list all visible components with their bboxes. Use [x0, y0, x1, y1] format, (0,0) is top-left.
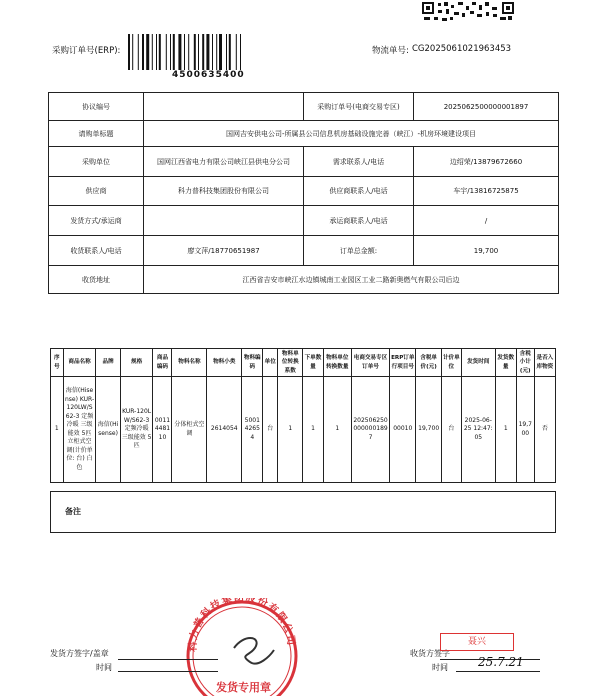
logistics-label: 物流单号:	[372, 46, 409, 56]
agreement-no-label: 协议编号	[49, 93, 144, 121]
column-header: 物料单位转换数量	[323, 349, 352, 377]
table-cell: 2025-06-25 12:47:05	[461, 377, 495, 483]
table-cell: 1	[303, 377, 323, 483]
receiver-sign-label: 收货方签字	[410, 649, 450, 658]
address-label: 收货地址	[49, 266, 144, 294]
buyer-label: 采购单位	[49, 147, 144, 177]
demand-contact-value: 边绍荣/13879672660	[414, 147, 559, 177]
column-header: 发货数量	[495, 349, 516, 377]
svg-text:科力普科技集团股份有限公司: 科力普科技集团股份有限公司	[187, 598, 297, 652]
demand-contact-label: 需求联系人/电话	[304, 147, 414, 177]
agreement-no-value	[144, 93, 304, 121]
column-header: 商品编码	[153, 349, 172, 377]
shipping-value	[144, 206, 304, 236]
column-header: 下单数量	[303, 349, 323, 377]
table-cell: 00114481 10	[153, 377, 172, 483]
supplier-label: 供应商	[49, 177, 144, 206]
logistics-number: CG2025061021963453	[412, 44, 512, 54]
column-header: 含税小计(元)	[516, 349, 534, 377]
po-number-label: 采购订单号(ERP):	[52, 46, 121, 56]
table-cell: 1	[495, 377, 516, 483]
table-cell: 1	[278, 377, 303, 483]
receiver-label: 收货联系人/电话	[49, 236, 144, 266]
shipper-sign-label: 发货方签字/盖章	[50, 649, 109, 658]
table-cell: 海信(Hisense)	[96, 377, 120, 483]
buyer-value: 国网江西省电力有限公司峡江县供电分公司	[144, 147, 304, 177]
shipper-time-line	[118, 671, 218, 672]
table-cell: 00010	[390, 377, 416, 483]
table-cell: 否	[534, 377, 555, 483]
barcode-icon	[128, 34, 278, 70]
seal-bottom-text: 发货专用章	[216, 681, 271, 694]
barcode-number: 4500635400	[172, 70, 245, 80]
table-row	[51, 377, 556, 483]
table-cell: 台	[441, 377, 461, 483]
column-header: 含税单价(元)	[416, 349, 441, 377]
table-cell: 500142654	[242, 377, 263, 483]
table-cell: 19,700	[416, 377, 441, 483]
column-header: 商品名称	[63, 349, 96, 377]
column-header: 单位	[263, 349, 278, 377]
receiver-value: 廖文萍/18770651987	[144, 236, 304, 266]
column-header: 物料名称	[172, 349, 207, 377]
order-items-table	[50, 348, 556, 483]
receiver-date: 25.7.21	[478, 655, 524, 669]
total-label: 订单总金额:	[304, 236, 414, 266]
table-cell: 1	[51, 377, 64, 483]
column-header: 序号	[51, 349, 64, 377]
carrier-contact-value: /	[414, 206, 559, 236]
qr-code-icon	[420, 0, 518, 22]
column-header: ERP订单行项目号	[390, 349, 416, 377]
order-no-label: 采购订单号(电商交易专区)	[304, 93, 414, 121]
remarks-box	[50, 491, 556, 533]
request-title-value: 国网吉安供电公司-所属县公司信息机房基础设施完善（峡江）-机房环境建设项目	[144, 121, 559, 147]
column-header: 物料小类	[207, 349, 242, 377]
supplier-value: 科力普科技集团股份有限公司	[144, 177, 304, 206]
shipper-sign-line	[118, 659, 218, 660]
request-title-label: 请购单标题	[49, 121, 144, 147]
remarks-label: 备注	[65, 507, 81, 516]
supplier-contact-value: 车宇/13816725875	[414, 177, 559, 206]
column-header: 发货时间	[461, 349, 495, 377]
table-cell: 2025062500000001897	[352, 377, 390, 483]
column-header: 是否入库物资	[534, 349, 555, 377]
carrier-contact-label: 承运商联系人/电话	[304, 206, 414, 236]
supplier-contact-label: 供应商联系人/电话	[304, 177, 414, 206]
table-cell: 2614054	[207, 377, 242, 483]
column-header: 规格	[120, 349, 153, 377]
table-cell: 分体柜式空调	[172, 377, 207, 483]
column-header: 电商交易专区订单号	[352, 349, 390, 377]
shipper-time-label: 时间	[96, 663, 112, 672]
order-no-value: 2025062500000001897	[414, 93, 559, 121]
table-cell: 海信(Hisense) KUR-120LW/S62-3 定频冷暖 三级能效 5匹 立柜式空调(计价单位: 台) 白色	[63, 377, 96, 483]
receiver-time-line	[456, 671, 540, 672]
receiver-signature-stamp: 聂兴	[440, 633, 514, 651]
address-value: 江西省吉安市峡江水边镇城南工业园区工业二路新奥燃气有限公司后边	[144, 266, 559, 294]
column-header: 物料编码	[242, 349, 263, 377]
order-info-table	[48, 92, 559, 294]
total-value: 19,700	[414, 236, 559, 266]
table-cell: 1	[323, 377, 352, 483]
table-cell: KUR-120LW/S62-3 定频冷暖 三级能效 5匹	[120, 377, 153, 483]
shipping-label: 发货方式/承运商	[49, 206, 144, 236]
column-header: 物料单位转换系数	[278, 349, 303, 377]
receiver-time-label: 时间	[432, 663, 448, 672]
column-header: 计价单位	[441, 349, 461, 377]
column-header: 品牌	[96, 349, 120, 377]
table-cell: 台	[263, 377, 278, 483]
table-cell: 19,700	[516, 377, 534, 483]
